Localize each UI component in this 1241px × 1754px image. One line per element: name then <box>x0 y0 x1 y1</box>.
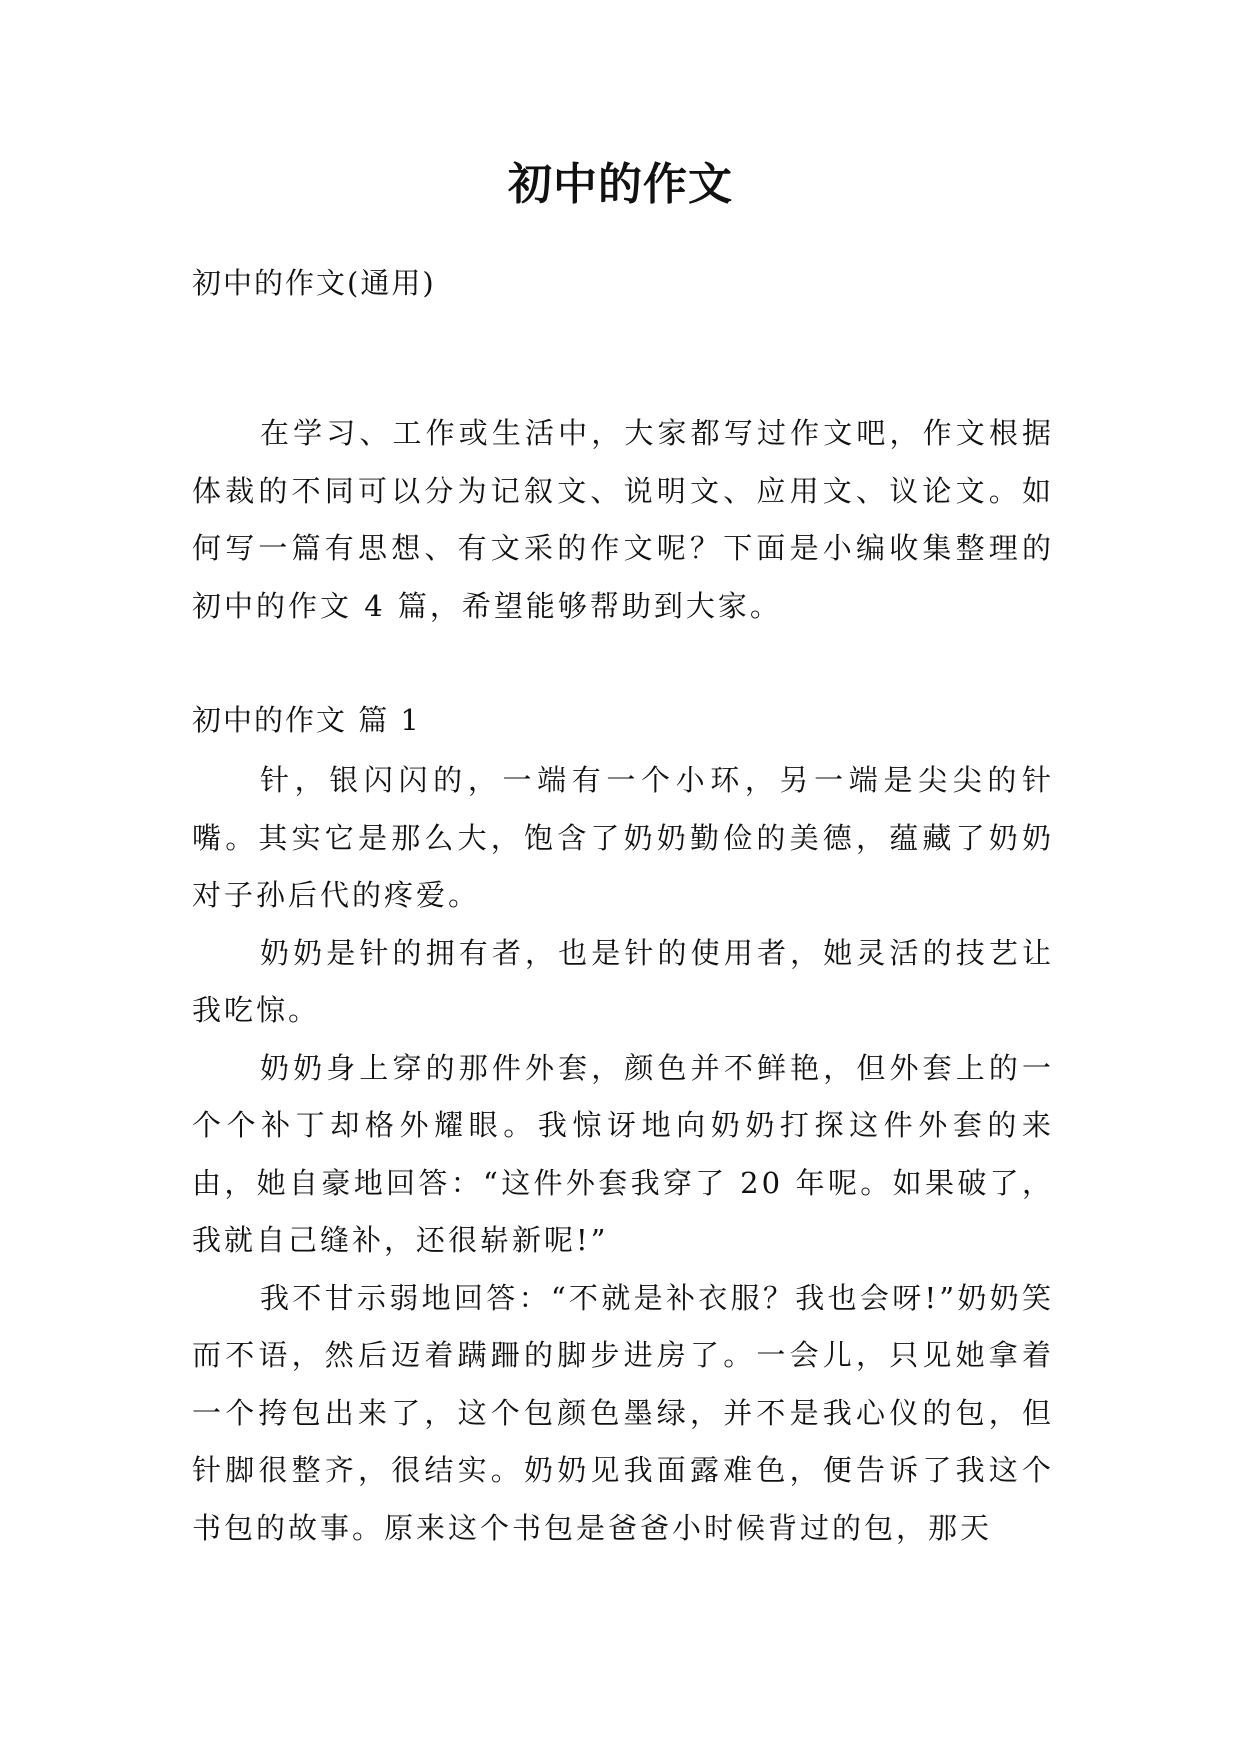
intro-paragraph: 在学习、工作或生活中，大家都写过作文吧，作文根据体裁的不同可以分为记叙文、说明文、应用文、议论文。如何写一篇有思想、有文采的作文呢？下面是小编收集整理的初中的作文 4 篇，希望能够帮助到大家。 <box>192 416 1054 623</box>
body-paragraph: 奶奶身上穿的那件外套，颜色并不鲜艳，但外套上的一个个补丁却格外耀眼。我惊讶地向奶奶打探这件外套的来由，她自豪地回答：“这件外套我穿了 20 年呢。如果破了，我就自己缝补，还很崭新呢!” <box>192 1050 1054 1257</box>
document-subtitle: 初中的作文(通用) <box>192 266 436 300</box>
body-paragraph: 针，银闪闪的，一端有一个小环，另一端是尖尖的针嘴。其实它是那么大，饱含了奶奶勤俭的美德，蕴藏了奶奶对子孙后代的疼爱。 <box>192 763 1054 912</box>
body-paragraph: 奶奶是针的拥有者，也是针的使用者，她灵活的技艺让我吃惊。 <box>192 935 1054 1027</box>
body-paragraph: 我不甘示弱地回答：“不就是补衣服？我也会呀!”奶奶笑而不语，然后迈着蹒跚的脚步进房了。一会儿，只见她拿着一个挎包出来了，这个包颜色墨绿，并不是我心仪的包，但针脚很整齐，很结实。奶奶见我面露难色，便告诉了我这个书包的故事。原来这个书包是爸爸小时候背过的包，那天 <box>192 1280 1054 1545</box>
document-title: 初中的作文 <box>508 159 733 210</box>
section-heading: 初中的作文 篇 1 <box>192 703 421 737</box>
body-text <box>192 752 1054 1557</box>
